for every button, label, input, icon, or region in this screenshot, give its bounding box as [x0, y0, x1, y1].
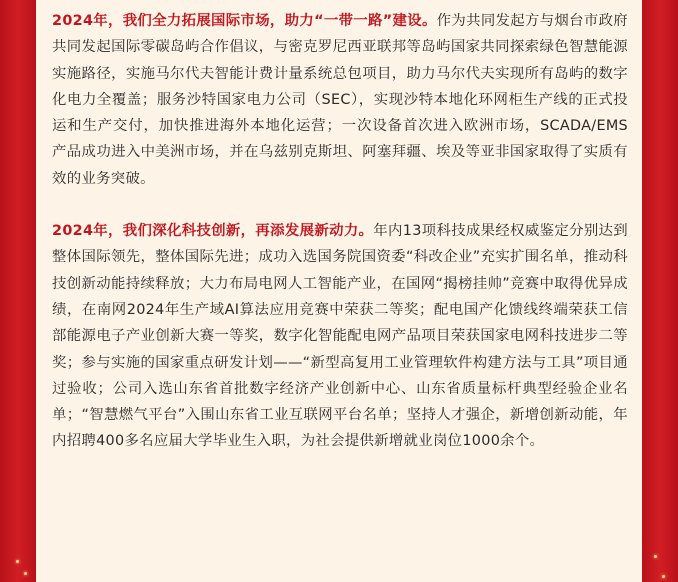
right-red-border [642, 0, 678, 582]
gold-sparkle [16, 560, 19, 563]
gold-sparkle [662, 575, 665, 578]
gold-sparkle [654, 555, 657, 558]
left-red-border [0, 0, 36, 582]
paragraph-international-market [52, 8, 628, 192]
paragraph-tech-innovation [52, 218, 628, 455]
paragraph-body: 年内13项科技成果经权威鉴定分别达到整体国际领先，整体国际先进；成功入选国务院国资委“科改企业”充实扩围名单，推动科技创新动能持续释放；大力布局电网人工智能产业，在国网“揭榜挂帅”竞赛中取得优异成绩，在南网2024年生产域AI算法应用竞赛中荣获二等奖；配电国产化馈线终端荣获工信部能源电子产业创新大赛一等奖，数字化智能配电网产品项目荣获国家电网科技进步二等奖；参与实施的国家重点研发计划——“新型高复用工业管理软件构建方法与工具”项目通过验收；公司入选山东省首批数字经济产业创新中心、山东省质量标杆典型经验企业名单；“智慧燃气平台”入围山东省工业互联网平台名单；坚持人才强企，新增创新动能，年内招聘400多名应届大学毕业生入职，为社会提供新增就业岗位1000余个。 [52, 223, 628, 450]
gold-sparkle [24, 572, 27, 575]
paragraph-body: 作为共同发起方与烟台市政府共同发起国际零碳岛屿合作倡议，与密克罗尼西亚联邦等岛屿国家共同探索绿色智慧能源实施路径，实施马尔代夫智能计费计量系统总包项目，助力马尔代夫实现所有岛屿的数字化电力全覆盖；服务沙特国家电力公司（SEC），实现沙特本地化环网柜生产线的正式投运和生产交付，加快推进海外本地化运营；一次设备首次进入欧洲市场，SCADA/EMS 产品成功进入中美洲市场，并在乌兹别克斯坦、阿塞拜疆、埃及等亚非国家取得了实质有效的业务突破。 [52, 13, 628, 187]
paragraph-heading: 2024年，我们全力拓展国际市场，助力“一带一路”建设。 [52, 13, 437, 29]
article-panel [36, 0, 642, 582]
paragraph-heading: 2024年，我们深化科技创新，再添发展新动力。 [52, 223, 374, 240]
